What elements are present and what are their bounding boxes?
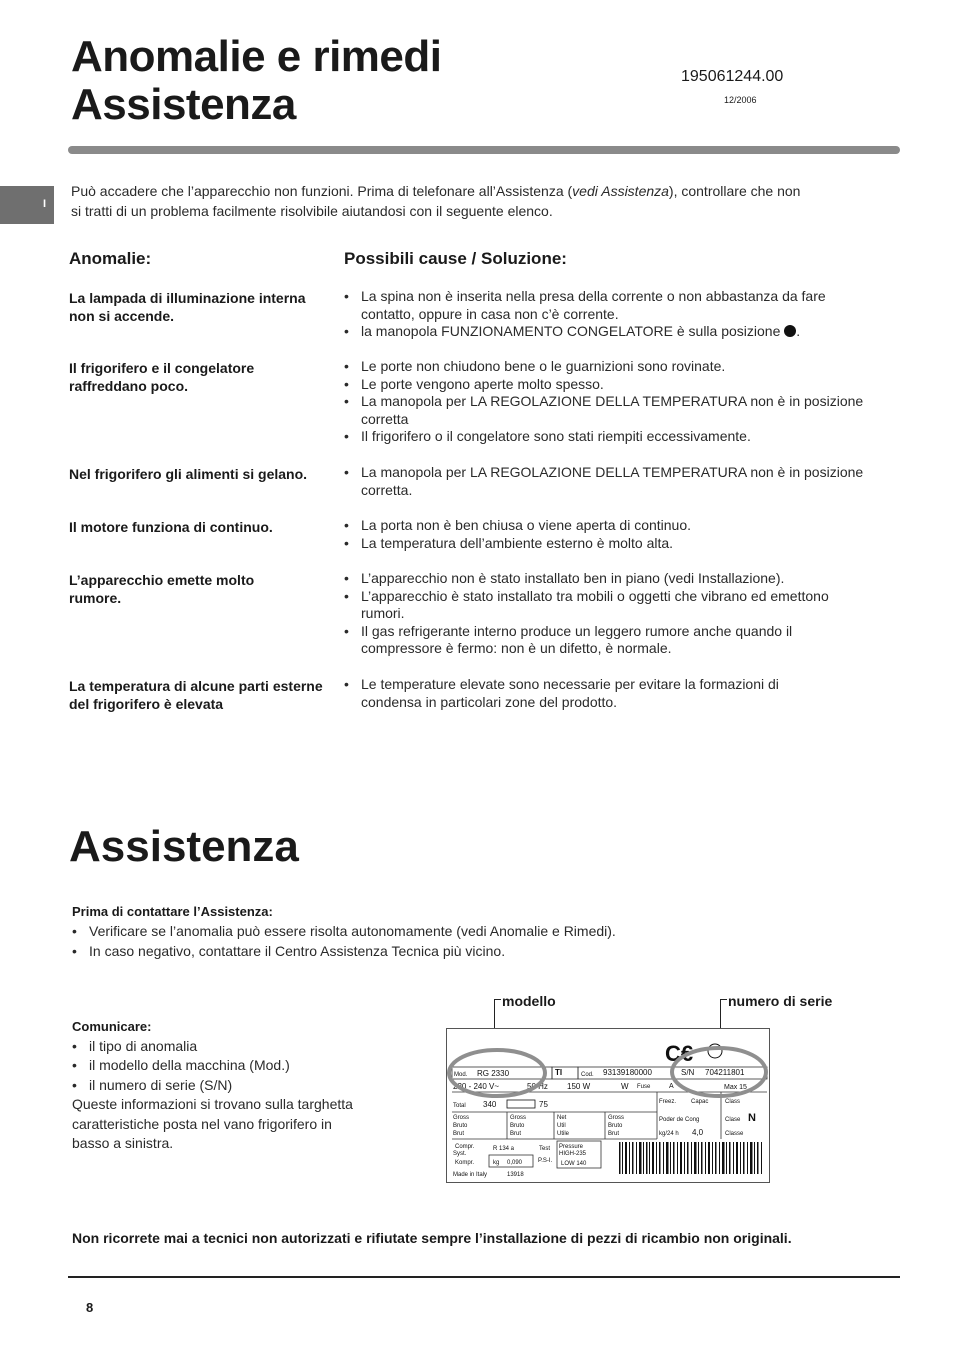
anomalies-header: Anomalie: [69,249,152,268]
plate-bruto-3: Bruto [608,1123,623,1129]
intro-reference: vedi Assistenza [572,183,669,199]
plate-mod-label: Mod. [454,1072,468,1078]
solution-item: • La spina non è inserita nella presa della corrente o non abbastanza da fare contatto, oppure in casa non c’è corrente. [344,288,864,323]
plate-brut-3: Brut [608,1131,620,1137]
plate-refrigerant: R 134 a [493,1146,515,1152]
plate-kompr: Kompr. [455,1160,475,1166]
rating-plate [446,1028,770,1183]
plate-gross-2: Gross [510,1115,527,1121]
ce-mark-icon: C€ [665,1041,694,1066]
plate-cod-value: 93139180000 [603,1068,652,1077]
plate-ti: TI [555,1068,563,1077]
solution-item: • La manopola per LA REGOLAZIONE DELLA TEMPERATURA non è in posizione corretta. [344,464,864,499]
page-title [71,33,442,129]
before-contact-list [72,921,616,961]
problem-noise: L’apparecchio emette molto rumore. [69,572,255,606]
communicate-item: • il numero di serie (S/N) [72,1076,290,1095]
warning-text: Non ricorrete mai a tecnici non autorizzati e rifiutate sempre l’installazione di pezzi di ricambio non originali. [72,1230,792,1246]
solutions-noise [344,570,834,658]
problem-motor: Il motore funziona di continuo. [69,519,273,535]
plate-bruto-1: Bruto [453,1123,468,1129]
solution-item: • Le porte non chiudono bene o le guarnizioni sono rovinate. [344,358,864,376]
plate-kg-value: 0,090 [507,1160,523,1166]
plate-class-label: Class [725,1099,741,1105]
plate-w: W [621,1082,629,1091]
plate-max: Max 15 [724,1084,747,1091]
page-number: 8 [86,1300,94,1315]
plate-bruto-2: Bruto [510,1123,525,1129]
plate-kg-label: kg [493,1160,500,1166]
plate-kg24: kg/24 h [659,1131,679,1137]
freezer-stars-icon [507,1100,535,1108]
communicate-item: • il tipo di anomalia [72,1037,290,1056]
plate-gross-1: Gross [453,1115,470,1121]
solution-item: • Il gas refrigerante interno produce un leggero rumore anche quando il compressore è fermo: non è un difetto, è normale. [344,623,834,658]
title-line-1: Anomalie e rimedi [71,32,442,81]
plate-cod-label: Cod. [581,1072,594,1078]
plate-made-code: 13918 [507,1172,524,1178]
title-line-2: Assistenza [71,80,296,129]
plate-high: HIGH-235 [559,1151,587,1157]
problem-cooling: Il frigorifero e il congelatore raffreddano poco. [69,360,255,394]
solutions-freezing [344,464,864,499]
plate-total-value-2: 75 [539,1100,548,1109]
intro-paragraph [71,182,811,221]
problem-external-temp: La temperatura di alcune parti esterne del frigorifero è elevata [69,678,323,712]
plate-gross-3: Gross [608,1115,625,1121]
plate-freez: Freez. [659,1099,677,1105]
footer-divider [68,1276,900,1278]
solution-item: • Le porte vengono aperte molto spesso. [344,376,864,394]
plate-made-in: Made in Italy [453,1172,488,1178]
plate-utile: Utile [557,1131,570,1137]
solution-item: • Il frigorifero o il congelatore sono stati riempiti eccessivamente. [344,428,864,446]
filled-circle-icon [784,325,796,337]
serial-number-label: numero di serie [728,993,833,1009]
solution-item: • L’apparecchio è stato installato tra mobili o oggetti che vibrano ed emettono rumori. [344,588,834,623]
barcode-icon [619,1142,762,1174]
plate-test: Test [539,1146,551,1152]
plate-sn-label: S/N [681,1068,695,1077]
communicate-item: • il modello della macchina (Mod.) [72,1056,290,1075]
language-tab-label: I [43,198,47,210]
intro-text-2: ), controllare che non si tratti di un problema facilmente risolvibile aiutandosi con il seguente elenco. [71,183,801,219]
plate-clase: Clase [725,1117,741,1123]
before-contact-heading: Prima di contattare l’Assistenza: [72,904,273,919]
plate-amp: A [669,1083,674,1090]
plate-location-text: Queste informazioni si trovano sulla targhetta caratteristiche posta nel vano frigorifero in basso a sinistra. [72,1096,353,1151]
plate-kg24-value: 4,0 [692,1128,704,1137]
before-contact-item: • Verificare se l’anomalia può essere risolta autonomamente (vedi Anomalie e Rimedi). [72,921,616,941]
document-number: 195061244.00 [681,68,784,85]
plate-classe: Classe [725,1131,744,1137]
communicate-list [72,1037,290,1095]
solution-item: • La manopola per LA REGOLAZIONE DELLA TEMPERATURA non è in posizione corretta [344,393,864,428]
problem-freezing: Nel frigorifero gli alimenti si gelano. [69,466,308,482]
plate-class-value: N [748,1112,756,1124]
language-tab [0,186,54,224]
plate-serial-value: 704211801 [705,1068,745,1077]
plate-total-value: 340 [483,1100,497,1109]
plate-pressure: Pressure [559,1144,584,1150]
plate-model-value: RG 2330 [477,1069,510,1078]
problem-lamp: La lampada di illuminazione interna non si accende. [69,290,306,324]
plate-frequency: 50 Hz [527,1082,548,1091]
communicate-heading: Comunicare: [72,1019,152,1034]
plate-syst: Syst. [453,1151,467,1157]
solutions-motor [344,517,864,552]
plate-voltage: 220 - 240 V~ [453,1082,500,1091]
plate-total-label: Total [453,1103,466,1109]
serial-leader-tick [720,999,727,1000]
solution-item: • La porta non è ben chiusa o viene aperta di continuo. [344,517,864,535]
plate-compr: Compr. [455,1144,475,1150]
causes-header: Possibili cause / Soluzione: [344,249,567,268]
solutions-external-temp [344,676,834,711]
plate-util: Util [557,1123,566,1129]
plate-power: 150 W [567,1082,591,1091]
plate-psi: P.S-I. [538,1158,553,1164]
plate-low: LOW 140 [561,1161,587,1167]
solution-item: • L’apparecchio non è stato installato ben in piano (vedi Installazione). [344,570,834,588]
plate-capac: Capac [691,1099,709,1105]
model-label: modello [502,993,556,1009]
plate-net: Net [557,1115,567,1121]
before-contact-item: • In caso negativo, contattare il Centro Assistenza Tecnica più vicino. [72,941,616,961]
assistance-title: Assistenza [69,822,299,871]
plate-fuse: Fuse [637,1084,651,1090]
header-divider [68,146,900,154]
plate-poder: Poder de Cong [659,1117,700,1123]
solution-item: • Le temperature elevate sono necessarie per evitare la formazioni di condensa in particolari zone del prodotto. [344,676,834,711]
plate-brut-1: Brut [453,1131,465,1137]
document-date: 12/2006 [724,95,757,105]
plate-brut-2: Brut [510,1131,522,1137]
solutions-cooling [344,358,864,446]
solution-item: • La temperatura dell’ambiente esterno è molto alta. [344,535,864,553]
solution-item: • la manopola FUNZIONAMENTO CONGELATORE è sulla posizione . [344,323,864,341]
intro-text-1: Può accadere che l’apparecchio non funzioni. Prima di telefonare all’Assistenza ( [71,183,573,199]
model-leader-tick [494,999,501,1000]
solutions-lamp [344,288,864,341]
